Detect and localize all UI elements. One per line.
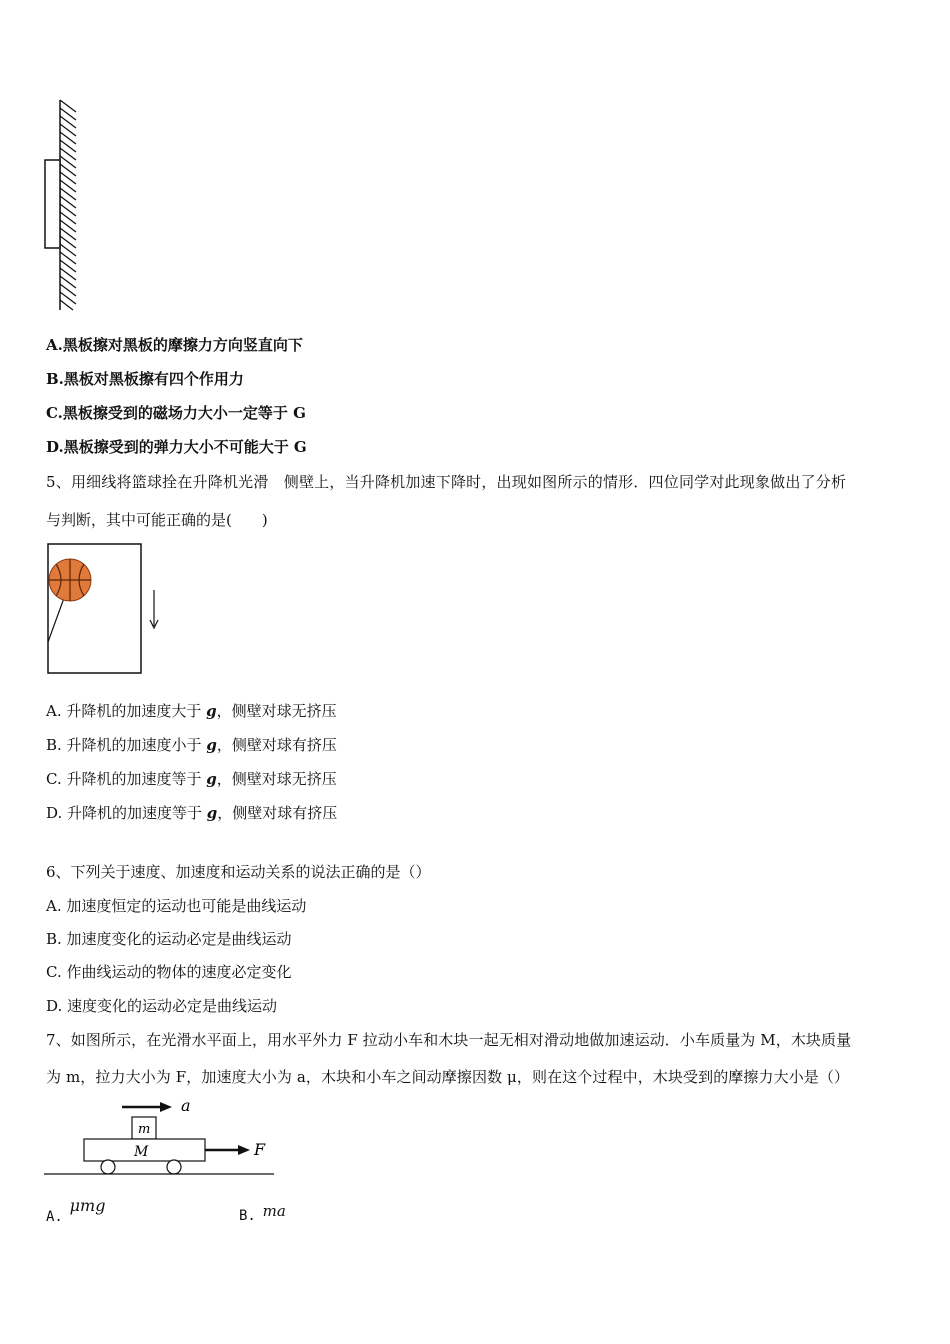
q7-option-b: B. ma — [239, 1202, 286, 1224]
q7-stem-line2: 为 m，拉力大小为 F，加速度大小为 a，木块和小车之间动摩擦因数 μ，则在这个过程中，木块受到的摩擦力大小是（） — [46, 1068, 850, 1086]
q6-option-c: C. 作曲线运动的物体的速度必定变化 — [46, 963, 292, 981]
wheel-left — [101, 1160, 115, 1174]
eraser-rect — [45, 160, 60, 248]
q5-option-a: A. 升降机的加速度大于 g，侧壁对球无挤压 — [46, 702, 337, 720]
q4-option-c: C.黑板擦受到的磁场力大小一定等于 G — [46, 404, 306, 422]
label-m: m — [138, 1122, 151, 1137]
q5-option-c: C. 升降机的加速度等于 g，侧壁对球无挤压 — [46, 770, 337, 788]
q4-option-b: B.黑板对黑板擦有四个作用力 — [46, 370, 244, 388]
q6-stem: 6、下列关于速度、加速度和运动关系的说法正确的是（） — [46, 863, 431, 881]
q5-stem-line2: 与判断，其中可能正确的是( ) — [46, 511, 268, 529]
q6-option-a: A. 加速度恒定的运动也可能是曲线运动 — [46, 897, 307, 915]
label-a: a — [181, 1096, 191, 1115]
basketball-icon — [49, 559, 91, 601]
q4-option-d: D.黑板擦受到的弹力大小不可能大于 G — [46, 438, 307, 456]
q7-stem-line1: 7、如图所示，在光滑水平面上，用水平外力 F 拉动小车和木块一起无相对滑动地做加速运动．小车质量为 M，木块质量 — [46, 1031, 852, 1049]
force-arrow-icon — [205, 1145, 250, 1155]
q7-option-a: A. μmg — [46, 1196, 106, 1225]
q5-option-d: D. 升降机的加速度等于 g，侧壁对球有挤压 — [46, 804, 338, 822]
q6-option-d: D. 速度变化的运动必定是曲线运动 — [46, 997, 278, 1015]
q5-option-b: B. 升降机的加速度小于 g，侧壁对球有挤压 — [46, 736, 337, 754]
label-M: M — [134, 1144, 149, 1160]
acceleration-arrow-icon — [122, 1102, 172, 1112]
q4-option-a: A.黑板擦对黑板的摩擦力方向竖直向下 — [46, 336, 303, 354]
elevator-figure — [46, 542, 176, 682]
q5-stem-line1: 5、用细线将篮球拴在升降机光滑 侧壁上，当升降机加速下降时，出现如图所示的情形．四位同学对此现象做出了分析 — [46, 473, 847, 491]
q6-option-b: B. 加速度变化的运动必定是曲线运动 — [46, 930, 292, 948]
label-F: F — [254, 1140, 266, 1159]
wheel-right — [167, 1160, 181, 1174]
down-arrow-icon — [150, 590, 158, 628]
wall-eraser-figure — [40, 98, 100, 318]
cart-block-figure — [44, 1096, 284, 1176]
